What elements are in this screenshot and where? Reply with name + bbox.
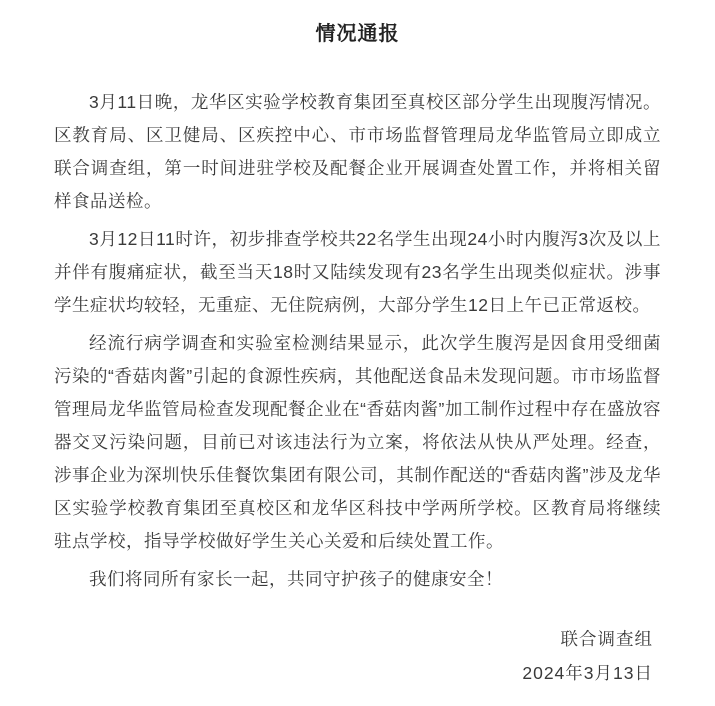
paragraph-closing-statement: 我们将同所有家长一起，共同守护孩子的健康安全！ xyxy=(89,569,503,589)
signature-name: 联合调查组 xyxy=(560,629,653,649)
paragraph-case-numbers: 3月12日11时许，初步排查学校共22名学生出现24小时内腹泻3次及以上并伴有腹痛症状，截至当天18时又陆续发现有23名学生出现类似症状。涉事学生症状均较轻，无重症、无住院病例，大部分学生12日上午已正常返校。 xyxy=(54,229,661,315)
paragraph-incident-overview: 3月11日晚，龙华区实验学校教育集团至真校区部分学生出现腹泻情况。区教育局、区卫健局、区疾控中心、市市场监督管理局龙华监管局立即成立联合调查组，第一时间进驻学校及配餐企业开展调查处置工作，并将相关留样食品送检。 xyxy=(54,92,661,211)
signature-date: 2024年3月13日 xyxy=(522,663,653,683)
signature-block xyxy=(54,622,661,690)
document-title: 情况通报 xyxy=(315,23,400,45)
paragraph-investigation-findings: 经流行病学调查和实验室检测结果显示，此次学生腹泻是因食用受细菌污染的“香菇肉酱”引起的食源性疾病，其他配送食品未发现问题。市市场监督管理局龙华监管局检查发现配餐企业在“香菇肉酱”加工制作过程中存在盛放容器交叉污染问题，目前已对该违法行为立案，将依法从快从严处理。经查，涉事企业为深圳快乐佳餐饮集团有限公司，其制作配送的“香菇肉酱”涉及龙华区实验学校教育集团至真校区和龙华区科技中学两所学校。区教育局将继续驻点学校，指导学校做好学生关心关爱和后续处置工作。 xyxy=(54,333,661,551)
